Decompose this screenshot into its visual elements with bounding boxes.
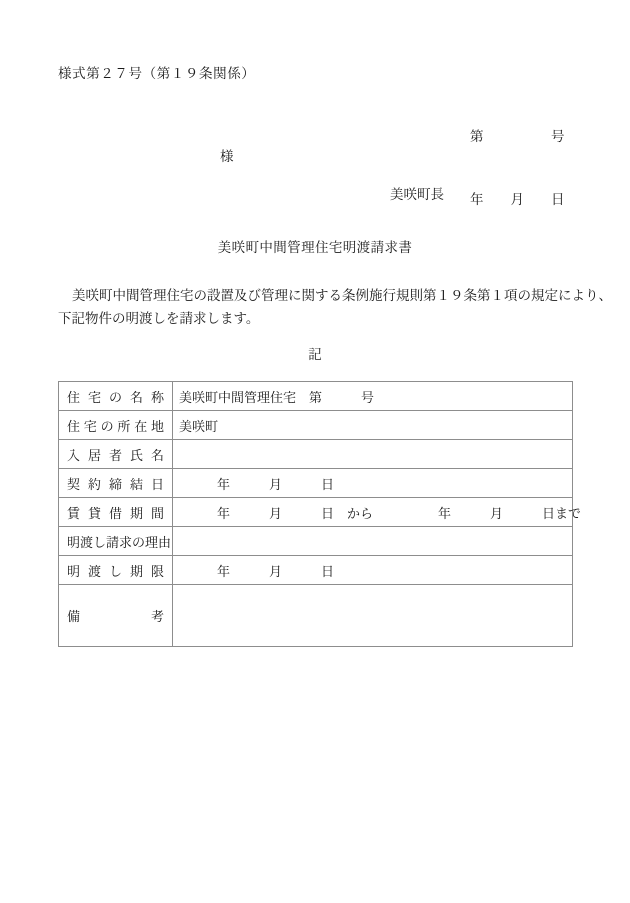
label-char: 借	[108, 505, 122, 521]
label-char: 宅	[87, 389, 101, 405]
body-line-2: 下記物件の明渡しを請求します。	[58, 311, 260, 326]
row-label	[67, 532, 172, 551]
page-title: 美咲町中間管理住宅明渡請求書	[217, 240, 413, 255]
table-row	[59, 440, 573, 469]
label-char: 期	[129, 505, 143, 521]
table-row	[59, 527, 573, 556]
table-row	[59, 556, 573, 585]
row-value-cell[interactable]	[173, 585, 573, 647]
label-char: し	[108, 563, 122, 579]
row-value: 年 月 日 から 年 月 日まで	[217, 505, 582, 521]
label-char: 称	[150, 389, 164, 405]
ki-mark: 記	[308, 347, 322, 362]
label-char: 備	[67, 609, 81, 624]
label-char: 締	[108, 476, 122, 492]
label-char: 渡	[87, 563, 101, 579]
row-label-cell	[59, 585, 173, 647]
row-value-cell[interactable]	[173, 556, 573, 585]
document-date-line: 年 月 日	[470, 192, 565, 207]
label-char: 明渡し請求の理由	[67, 534, 172, 550]
row-value-cell[interactable]	[173, 469, 573, 498]
label-char: 日	[150, 476, 164, 492]
label-char: 明	[67, 563, 81, 579]
table-row	[59, 585, 573, 647]
label-char: 氏	[129, 447, 143, 463]
row-label-cell	[59, 556, 173, 585]
form-number: 様式第２７号（第１９条関係）	[58, 66, 256, 81]
label-char: 契	[67, 476, 81, 492]
row-label	[67, 416, 164, 435]
row-value-cell[interactable]	[173, 498, 582, 527]
row-label	[67, 503, 164, 522]
row-label-cell	[59, 440, 173, 469]
table-row	[59, 411, 573, 440]
row-label	[67, 445, 164, 464]
issuer-name: 美咲町長	[390, 187, 444, 202]
addressee-line: 様	[220, 149, 234, 164]
document-meta-block	[470, 84, 565, 252]
row-value: 年 月 日	[217, 563, 335, 579]
label-char: 入	[67, 447, 81, 463]
label-char: 地	[150, 418, 164, 434]
label-char: 宅	[83, 418, 97, 434]
property-detail-table	[58, 381, 582, 647]
label-char: 住	[67, 418, 81, 434]
label-char: 者	[108, 447, 122, 463]
row-label-cell	[59, 527, 173, 556]
row-label	[67, 387, 164, 406]
label-char: 考	[150, 609, 164, 624]
label-char: 賃	[67, 505, 81, 521]
label-char: 間	[150, 505, 164, 521]
label-char: 結	[129, 476, 143, 492]
label-char: 住	[67, 389, 81, 405]
row-label	[67, 606, 164, 625]
label-char: 名	[150, 447, 164, 463]
label-char: 名	[129, 389, 143, 405]
table-row	[59, 498, 573, 527]
label-char: の	[108, 389, 122, 405]
label-char: 所	[117, 418, 131, 434]
label-char: 在	[134, 418, 148, 434]
row-label-cell	[59, 382, 173, 411]
row-value: 美咲町	[179, 418, 219, 434]
row-value: 美咲町中間管理住宅 第 号	[179, 389, 375, 405]
document-number-line: 第 号	[470, 129, 565, 144]
row-value-cell[interactable]	[173, 411, 573, 440]
row-label-cell	[59, 469, 173, 498]
row-value: 年 月 日	[217, 476, 335, 492]
label-char: 約	[87, 476, 101, 492]
row-label-cell	[59, 498, 173, 527]
row-label	[67, 561, 164, 580]
label-char: 限	[150, 563, 164, 579]
table-row	[59, 382, 573, 411]
label-char: の	[100, 418, 114, 434]
table-body	[59, 382, 582, 647]
label-char: 居	[87, 447, 101, 463]
row-value-cell[interactable]	[173, 440, 573, 469]
row-value-cell[interactable]	[173, 382, 573, 411]
body-paragraph	[58, 284, 612, 330]
label-char: 期	[129, 563, 143, 579]
body-line-1: 美咲町中間管理住宅の設置及び管理に関する条例施行規則第１９条第１項の規定により、	[72, 288, 612, 303]
row-label	[67, 474, 164, 493]
label-char: 貸	[87, 505, 101, 521]
row-value-cell[interactable]	[173, 527, 573, 556]
table-row	[59, 469, 573, 498]
row-label-cell	[59, 411, 173, 440]
